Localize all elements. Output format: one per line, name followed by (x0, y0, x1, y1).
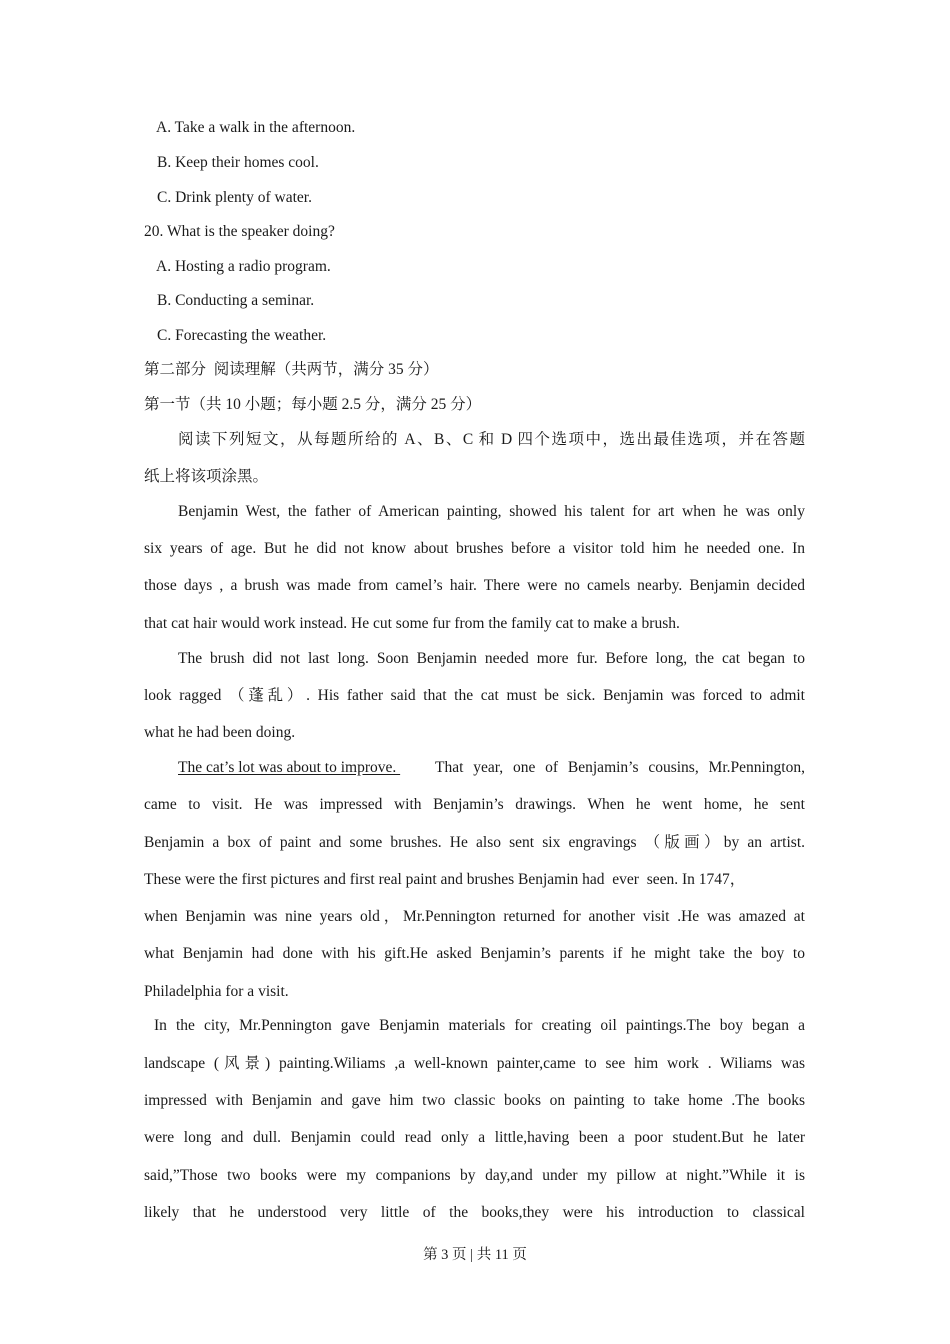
q20-option-c: C. Forecasting the weather. (157, 327, 327, 344)
p4-line-5: said,”Those two books were my companions by day,and under my pillow at night.”While it is (144, 1167, 805, 1184)
instructions-line-1: 阅读下列短文，从每题所给的 A、B、C 和 D 四个选项中，选出最佳选项，并在答题 (178, 431, 805, 448)
p4-line-1: In the city, Mr.Pennington gave Benjamin materials for creating oil paintings.The boy began a (154, 1017, 805, 1034)
p3-line-3: Benjamin a box of paint and some brushes. He also sent six engravings （版画）by an artist. (144, 834, 805, 851)
p3-line-4: These were the first pictures and first real paint and brushes Benjamin had ever seen. In 1747， (144, 871, 746, 888)
p4-line-4: were long and dull. Benjamin could read only a little,having been a poor student.But he later (144, 1129, 805, 1146)
q19-option-b: B. Keep their homes cool. (157, 154, 319, 171)
p2-line-1: The brush did not last long. Soon Benjamin needed more fur. Before long, the cat began to (178, 650, 805, 667)
p3-line-5: when Benjamin was nine years old，Mr.Pennington returned for another visit .He was amazed at (144, 908, 805, 925)
p1-line-1: Benjamin West, the father of American painting, showed his talent for art when he was only (178, 503, 805, 520)
p4-line-3: impressed with Benjamin and gave him two classic books on painting to take home .The books (144, 1092, 805, 1109)
q19-option-c: C. Drink plenty of water. (157, 189, 312, 206)
p3-line-2: came to visit. He was impressed with Benjamin’s drawings. When he went home, he sent (144, 796, 805, 813)
q20-question: 20. What is the speaker doing? (144, 223, 335, 240)
p2-line-2: look ragged （蓬乱）. His father said that the cat must be sick. Benjamin was forced to admit (144, 687, 805, 704)
p3-line-7: Philadelphia for a visit. (144, 983, 289, 1000)
p3-underlined-sentence (178, 758, 400, 778)
p1-line-3: those days , a brush was made from camel’s hair. There were no camels nearby. Benjamin decided (144, 577, 805, 594)
p2-line-3: what he had been doing. (144, 724, 296, 741)
part-heading: 第二部分 阅读理解（共两节，满分 35 分） (144, 361, 439, 378)
page-footer: 第 3 页 | 共 11 页 (423, 1247, 527, 1263)
instructions-line-2: 纸上将该项涂黑。 (144, 468, 269, 485)
q20-option-b: B. Conducting a seminar. (157, 292, 315, 309)
p4-line-2: landscape (风景) painting.Wiliams ,a well-known painter,came to see him work . Wiliams was (144, 1055, 805, 1072)
q20-option-a: A. Hosting a radio program. (156, 258, 331, 275)
underlined-text: The cat’s lot was about to improve. (178, 759, 401, 776)
p4-line-6: likely that he understood very little of the books,they were his introduction to classical (144, 1204, 805, 1221)
p3-line-6: what Benjamin had done with his gift.He asked Benjamin’s parents if he might take the boy to (144, 945, 805, 962)
p1-line-4: that cat hair would work instead. He cut some fur from the family cat to make a brush. (144, 615, 680, 632)
p3-line-1: That year, one of Benjamin’s cousins, Mr.Pennington, (435, 759, 805, 776)
p1-line-2: six years of age. But he did not know about brushes before a visitor told him he needed one. In (144, 540, 805, 557)
q19-option-a: A. Take a walk in the afternoon. (156, 119, 356, 136)
section-heading: 第一节（共 10 小题；每小题 2.5 分，满分 25 分） (144, 396, 482, 413)
